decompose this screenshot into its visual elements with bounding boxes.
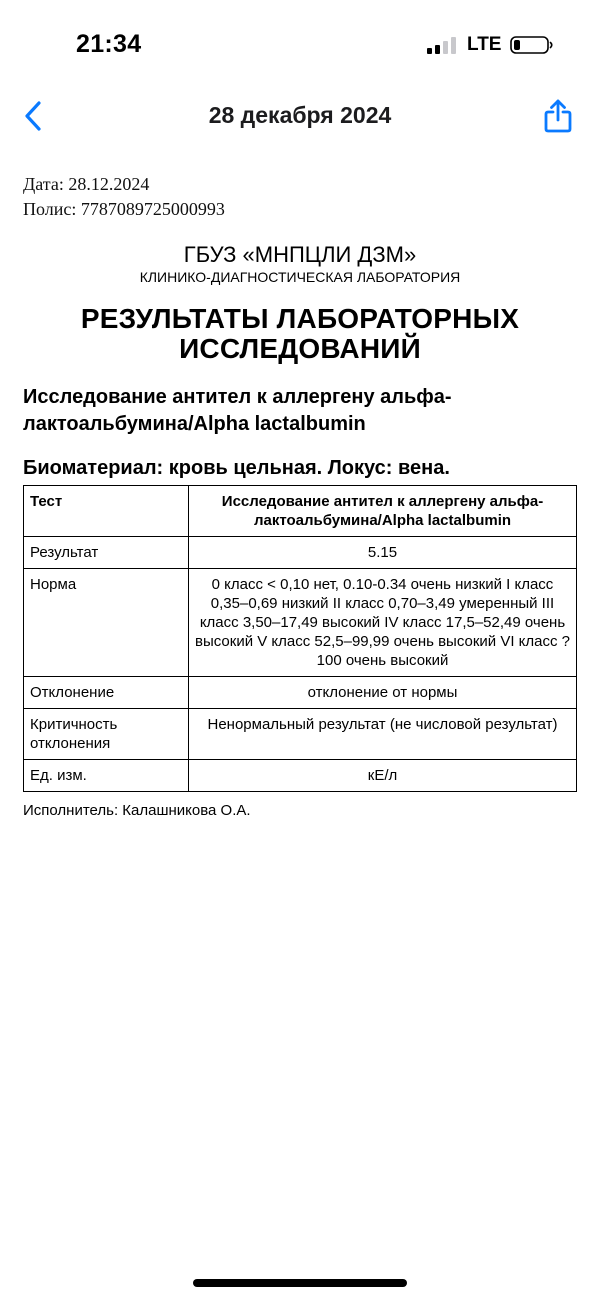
row-value: 5.15 — [189, 537, 577, 569]
battery-icon — [510, 35, 554, 55]
status-time: 21:34 — [76, 30, 142, 58]
network-type: LTE — [467, 34, 502, 55]
header-cell-study: Исследование антител к аллергену альфа-лактоальбумина/Alpha lactalbumin — [189, 486, 577, 537]
home-indicator[interactable] — [193, 1279, 407, 1287]
row-label: Критичность отклонения — [24, 709, 189, 760]
signal-strength-icon — [427, 36, 459, 54]
table-header-row — [24, 486, 577, 537]
row-label: Отклонение — [24, 677, 189, 709]
row-label: Норма — [24, 569, 189, 677]
table-row — [24, 677, 577, 709]
executor-name: Исполнитель: Калашникова О.А. — [23, 802, 251, 819]
policy-number: Полис: 7787089725000993 — [23, 199, 225, 219]
table-row — [24, 760, 577, 792]
table-row — [24, 709, 577, 760]
header-cell-test: Тест — [24, 486, 189, 537]
share-button[interactable] — [538, 94, 578, 138]
results-table — [23, 485, 577, 792]
status-bar — [0, 0, 600, 90]
study-title: Исследование антител к аллергену альфа-лактоальбумина/Alpha lactalbumin — [23, 386, 452, 435]
document-date: Дата: 28.12.2024 — [23, 174, 150, 194]
row-value: 0 класс < 0,10 нет, 0.10-0.34 очень низкий I класс 0,35–0,69 низкий II класс 0,70–3,49 умеренный III класс 3,50–17,49 высокий IV класс 17,5–52,49 очень высокий V класс 52,5–99,99 очень высокий VI класс ? 100 очень высокий — [189, 569, 577, 677]
table-row — [24, 537, 577, 569]
row-label: Ед. изм. — [24, 760, 189, 792]
row-label: Результат — [24, 537, 189, 569]
organization-subtitle: КЛИНИКО-ДИАГНОСТИЧЕСКАЯ ЛАБОРАТОРИЯ — [139, 269, 461, 285]
biomaterial-info: Биоматериал: кровь цельная. Локус: вена. — [23, 457, 450, 479]
organization-name: ГБУЗ «МНПЦЛИ ДЗМ» — [183, 242, 417, 267]
row-value: Ненормальный результат (не числовой результат) — [189, 709, 577, 760]
nav-bar — [0, 90, 600, 142]
page-title: 28 декабря 2024 — [208, 102, 392, 128]
lab-document — [23, 172, 577, 820]
row-value: кЕ/л — [189, 760, 577, 792]
row-value: отклонение от нормы — [189, 677, 577, 709]
table-row — [24, 569, 577, 677]
document-title: РЕЗУЛЬТАТЫ ЛАБОРАТОРНЫХ ИССЛЕДОВАНИЙ — [80, 303, 520, 364]
share-icon — [543, 98, 573, 134]
